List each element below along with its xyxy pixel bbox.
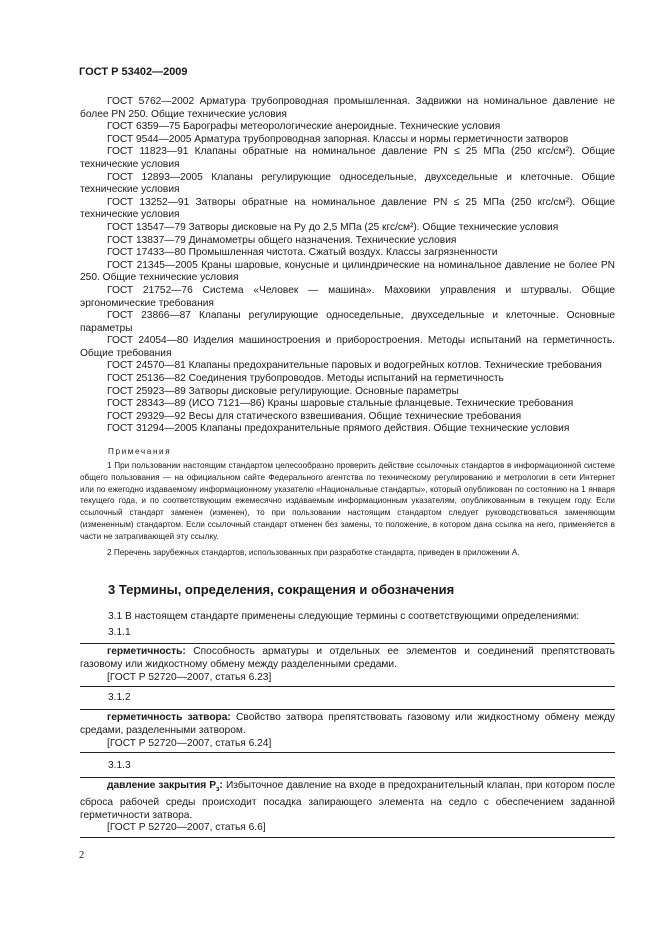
reference-item: ГОСТ 11823—91 Клапаны обратные на номинальное давление PN ≤ 25 МПа (250 кгс/см²). Общие технические условия: [80, 146, 615, 170]
term-subscript: з: [216, 786, 220, 794]
term-name: давление закрытия P: [107, 780, 217, 791]
term-definition: Способность арматуры и отдельных ее элементов и соединений препятствовать газовому или жидкостному обмену между разделенными средами.: [80, 646, 615, 670]
term-definition-box: [80, 709, 615, 753]
term-source: [ГОСТ Р 52720—2007, статья 6.24]: [107, 737, 272, 749]
section-intro: 3.1 В настоящем стандарте применены следующие термины с соответствующими определениями:: [108, 611, 580, 622]
reference-item: ГОСТ 12893—2005 Клапаны регулирующие односедельные, двухседельные и клеточные. Общие технические условия: [80, 171, 615, 196]
term-definition-box: [80, 777, 615, 838]
term-name: герметичность:: [107, 646, 186, 657]
normative-references-list: [80, 96, 615, 436]
reference-item: ГОСТ 29329—92 Весы для статического взвешивания. Общие технические требования: [107, 410, 522, 422]
note-item: 1 При пользовании настоящим стандартом целесообразно проверить действие ссылочных стандартов в информационной системе общего пользования — на официальном сайте Федерального агентства по техническому регулированию и метрологии в сети Интернет или по ежегодно издаваемому информационному указателю «Национальные стандарты», который опубликован по состоянию на 1 января текущего года, и по соответствующим ежемесячно издаваемым информационным указателям, опубликованным в текущем году. Если ссылочный стандарт заменен (изменен), то при пользовании настоящим стандартом следует руководствоваться заменяющим (измененным) стандартом. Если ссылочный стандарт отменен без замены, то положение, в котором дана ссылка на него, применяется в части не затрагивающей эту ссылку.: [80, 461, 615, 541]
reference-item: ГОСТ 9544—2005 Арматура трубопроводная запорная. Классы и нормы герметичности затворов: [107, 133, 569, 145]
term-definition: Свойство затвора препятствовать газовому или жидкостному обмену между средами, разделенными затвором.: [80, 712, 615, 736]
reference-item: ГОСТ 5762—2002 Арматура трубопроводная промышленная. Задвижки на номинальное давление не более PN 250. Общие технические условия: [80, 96, 615, 120]
reference-item: ГОСТ 13547—79 Затворы дисковые на Pу до 2,5 МПа (25 кгс/см²). Общие технические условия: [107, 221, 559, 233]
term-definition-box: [80, 643, 615, 687]
reference-item: ГОСТ 23866—87 Клапаны регулирующие односедельные, двухседельные и клеточные. Основные параметры: [80, 310, 615, 334]
note-item: 2 Перечень зарубежных стандартов, использованных при разработке стандарта, приведен в приложении А.: [107, 547, 520, 557]
term-source: [ГОСТ Р 52720—2007, статья 6.23]: [107, 671, 272, 683]
section-heading: 3 Термины, определения, сокращения и обозначения: [108, 582, 455, 597]
reference-item: ГОСТ 24054—80 Изделия машиностроения и приборостроения. Методы испытаний на герметичность. Общие требования: [80, 335, 615, 359]
reference-item: ГОСТ 17433—80 Промышленная чистота. Сжатый воздух. Классы загрязненности: [107, 247, 498, 259]
reference-item: ГОСТ 24570—81 Клапаны предохранительные паровых и водогрейных котлов. Технические требования: [107, 360, 602, 372]
reference-item: ГОСТ 25923—89 Затворы дисковые регулирующие. Основные параметры: [107, 385, 459, 397]
term-number: 3.1.2: [108, 692, 131, 703]
page-number: 2: [79, 850, 85, 861]
reference-item: ГОСТ 25136—82 Соединения трубопроводов. Методы испытаний на герметичность: [107, 373, 504, 385]
term-number: 3.1.1: [108, 627, 131, 638]
term-number: 3.1.3: [108, 760, 131, 771]
reference-item: ГОСТ 28343—89 (ИСО 7121—86) Краны шаровые стальные фланцевые. Технические требования: [107, 398, 574, 410]
reference-item: ГОСТ 31294—2005 Клапаны предохранительные прямого действия. Общие технические условия: [107, 423, 570, 435]
reference-item: ГОСТ 13252—91 Затворы обратные на номинальное давление PN ≤ 25 МПа (250 кгс/см²). Общие технические условия: [80, 196, 615, 221]
term-name: герметичность затвора:: [107, 712, 231, 723]
term-source: [ГОСТ Р 52720—2007, статья 6.6]: [107, 822, 266, 834]
reference-item: ГОСТ 21752—76 Система «Человек — машина». Маховики управления и штурвалы. Общие эргономические требования: [80, 284, 615, 309]
reference-item: ГОСТ 6359—75 Барографы метеорологические анероидные. Технические условия: [107, 121, 501, 133]
page-header: ГОСТ Р 53402—2009: [79, 66, 188, 78]
term-colon: :: [219, 780, 223, 791]
term-definition: Избыточное давление на входе в предохранительный клапан, при котором после сброса рабочей среды происходит посадка запирающего элемента на седло с обеспечением заданной герметичности затвора.: [80, 780, 615, 821]
reference-item: ГОСТ 21345—2005 Краны шаровые, конусные и цилиндрические на номинальное давление не более PN 250. Общие технические условия: [80, 259, 615, 284]
notes-block: [80, 460, 615, 562]
reference-item: ГОСТ 13837—79 Динамометры общего назначения. Технические условия: [107, 234, 457, 246]
notes-title: Примечания: [108, 447, 172, 456]
